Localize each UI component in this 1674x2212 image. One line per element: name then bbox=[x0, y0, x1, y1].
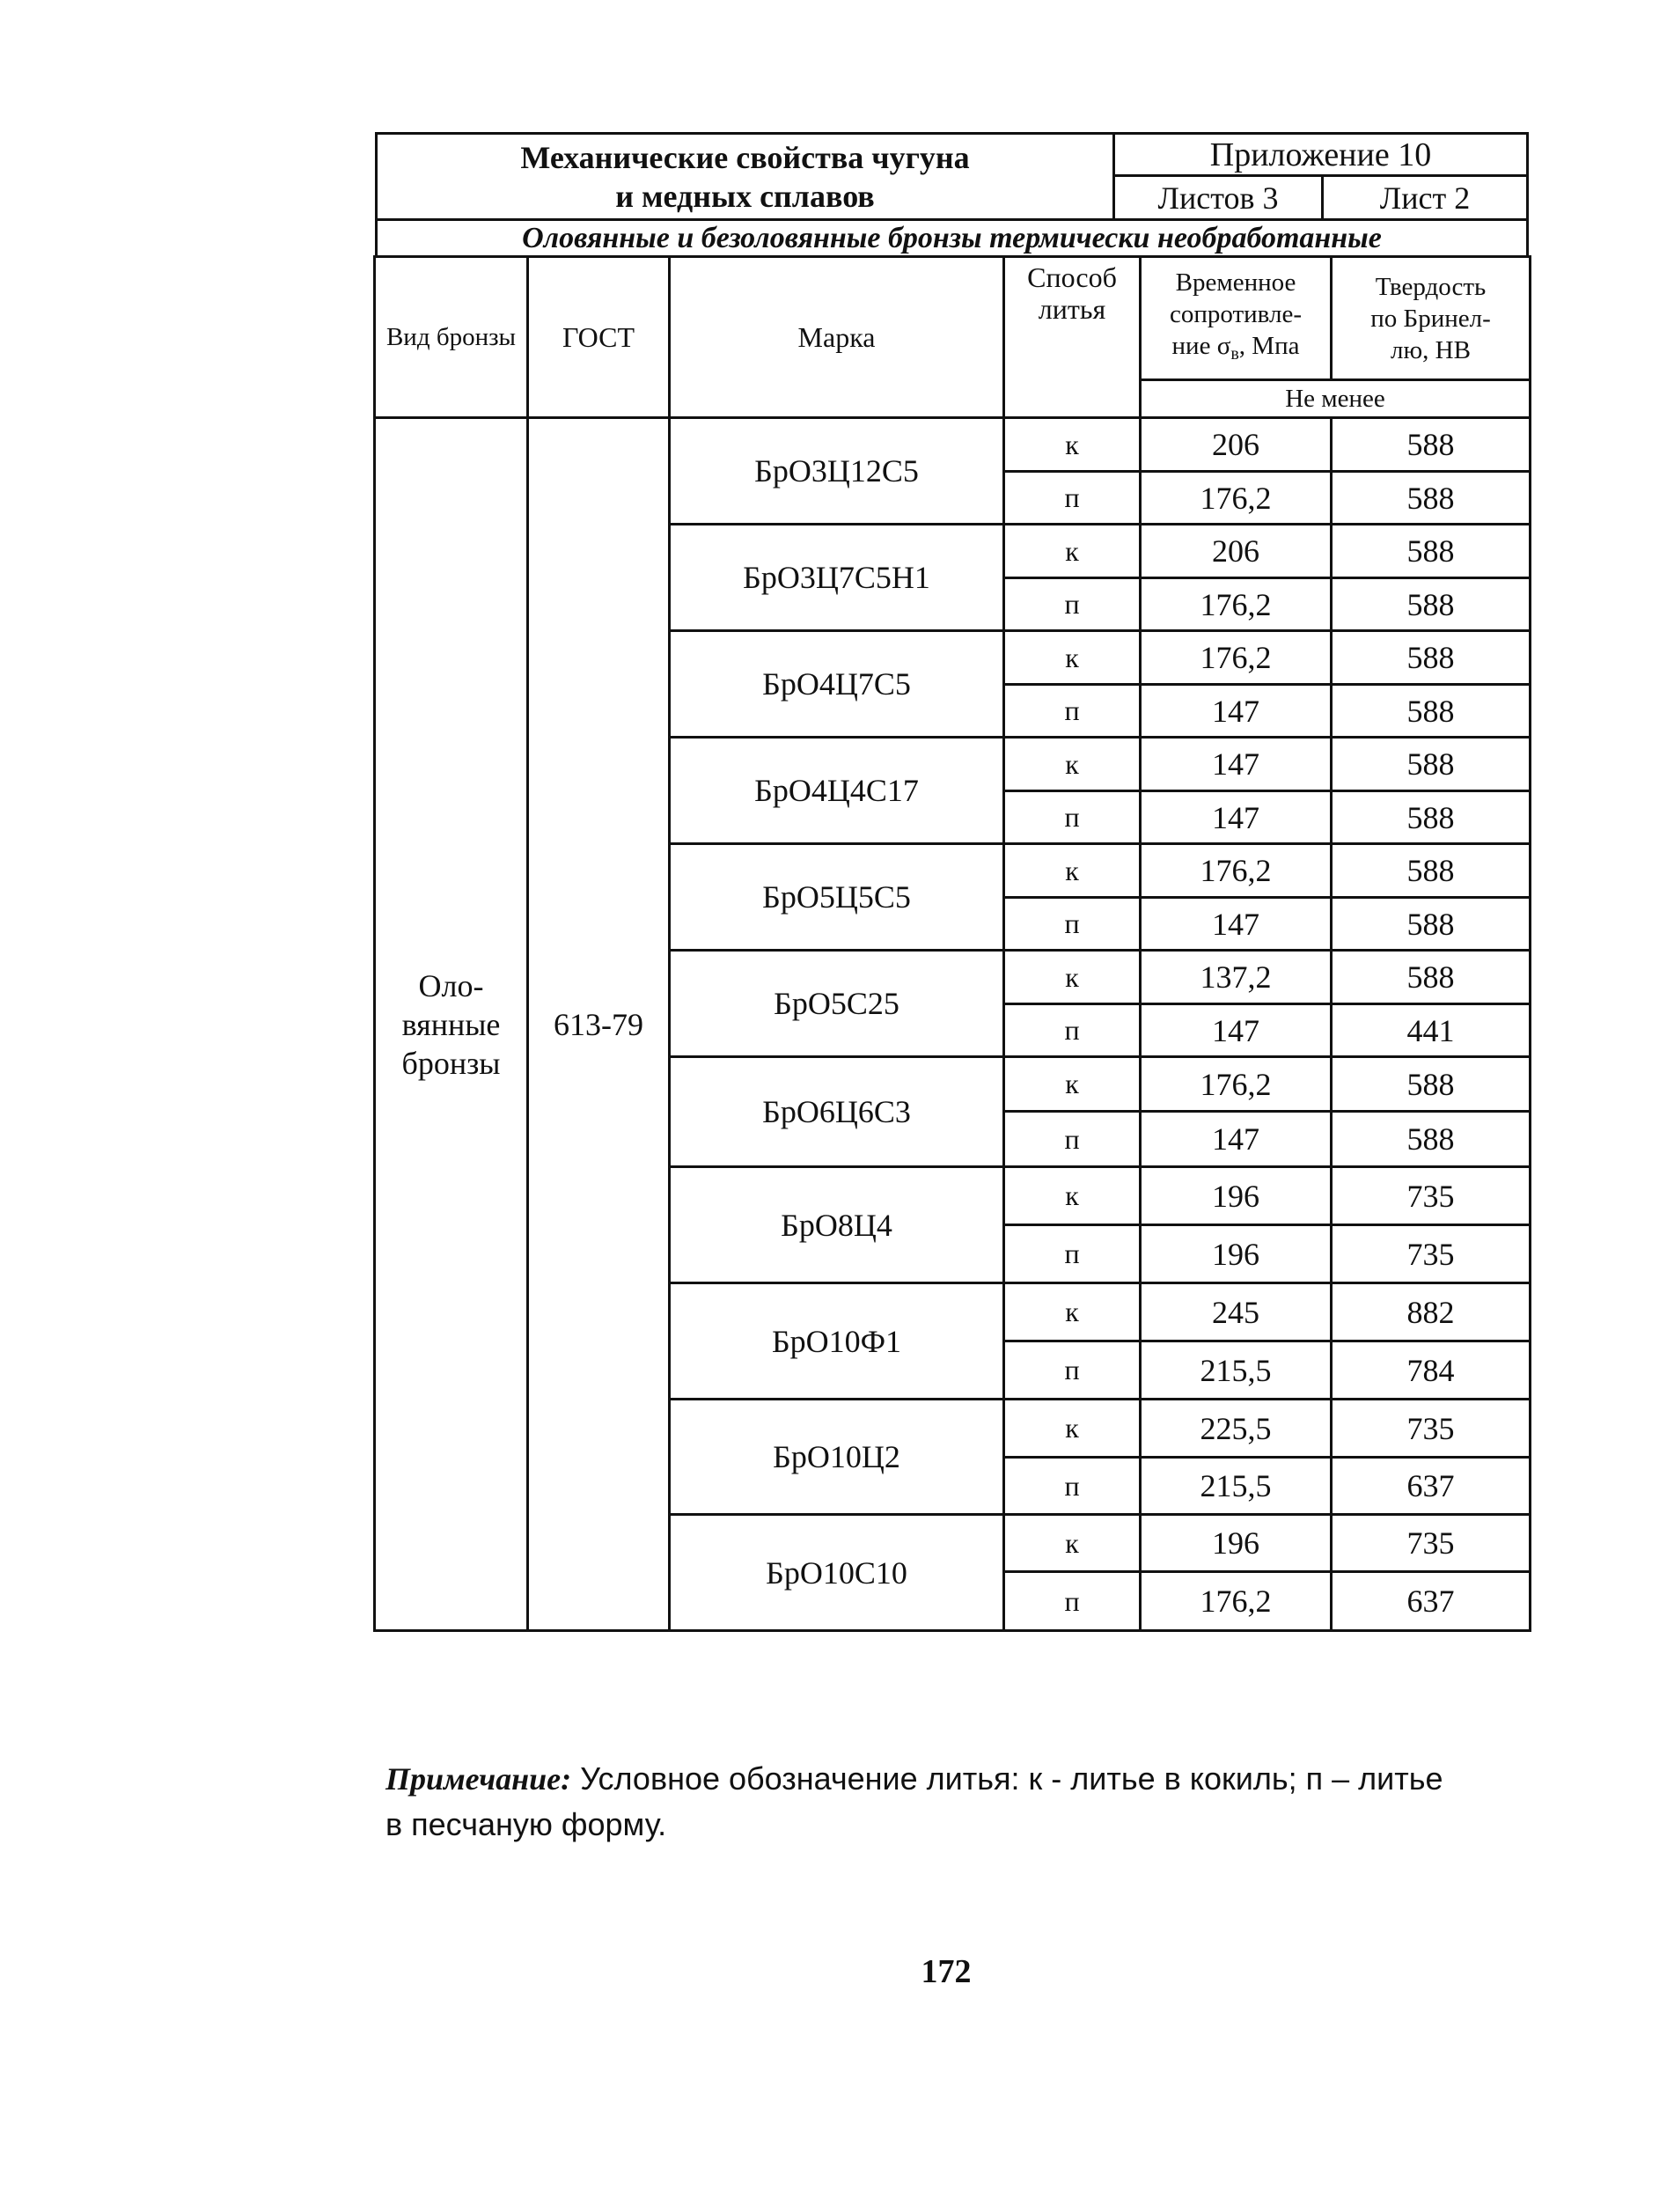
bronze-kind-line: бронзы bbox=[401, 1045, 501, 1081]
casting-method-cell: п bbox=[1004, 1112, 1141, 1167]
brinell-hardness-cell: 735 bbox=[1332, 1400, 1531, 1458]
bronze-kind-cell bbox=[375, 418, 528, 1631]
col-hardness-line1: Твердость bbox=[1375, 272, 1487, 301]
appendix-label: Приложение 10 bbox=[1115, 135, 1526, 177]
brinell-hardness-cell: 784 bbox=[1332, 1341, 1531, 1400]
col-hardness bbox=[1332, 257, 1531, 380]
col-hardness-line3: лю, НВ bbox=[1391, 335, 1471, 364]
casting-method-cell: к bbox=[1004, 951, 1141, 1004]
alloy-mark-cell: БрО6Ц6С3 bbox=[670, 1057, 1004, 1167]
col-strength-line1: Временное bbox=[1175, 268, 1296, 297]
table-body bbox=[375, 418, 1531, 1631]
table-row bbox=[375, 418, 1531, 472]
casting-method-cell: п bbox=[1004, 898, 1141, 951]
tensile-strength-cell: 245 bbox=[1141, 1283, 1332, 1341]
brinell-hardness-cell: 735 bbox=[1332, 1225, 1531, 1283]
tensile-strength-cell: 176,2 bbox=[1141, 1572, 1332, 1631]
brinell-hardness-cell: 588 bbox=[1332, 525, 1531, 578]
tensile-strength-cell: 196 bbox=[1141, 1225, 1332, 1283]
tensile-strength-cell: 147 bbox=[1141, 685, 1332, 738]
casting-method-cell: п bbox=[1004, 578, 1141, 631]
casting-method-cell: к bbox=[1004, 1400, 1141, 1458]
tensile-strength-cell: 137,2 bbox=[1141, 951, 1332, 1004]
casting-method-cell: п bbox=[1004, 685, 1141, 738]
col-hardness-line2: по Бринел- bbox=[1370, 304, 1491, 333]
tensile-strength-cell: 196 bbox=[1141, 1515, 1332, 1572]
casting-method-cell: п bbox=[1004, 1225, 1141, 1283]
brinell-hardness-cell: 588 bbox=[1332, 1112, 1531, 1167]
casting-method-cell: п bbox=[1004, 1004, 1141, 1057]
bronze-kind-line: вянные bbox=[401, 1006, 501, 1042]
brinell-hardness-cell: 588 bbox=[1332, 791, 1531, 844]
alloy-mark-cell: БрО4Ц7С5 bbox=[670, 631, 1004, 738]
col-strength bbox=[1141, 257, 1332, 380]
brinell-hardness-cell: 588 bbox=[1332, 685, 1531, 738]
alloy-mark-cell: БрО10Ц2 bbox=[670, 1400, 1004, 1515]
col-strength-line3: ние $\sigma_в$, Мпа bbox=[1171, 332, 1300, 364]
gost-cell: 613-79 bbox=[528, 418, 670, 1631]
brinell-hardness-cell: 588 bbox=[1332, 844, 1531, 898]
brinell-hardness-cell: 588 bbox=[1332, 898, 1531, 951]
col-kind: Вид бронзы bbox=[375, 257, 528, 418]
casting-method-cell: к bbox=[1004, 525, 1141, 578]
tensile-strength-cell: 147 bbox=[1141, 1112, 1332, 1167]
tensile-strength-cell: 147 bbox=[1141, 1004, 1332, 1057]
casting-method-cell: п bbox=[1004, 472, 1141, 525]
col-method-line1: Способ bbox=[1027, 261, 1117, 293]
brinell-hardness-cell: 588 bbox=[1332, 472, 1531, 525]
footnote-text-line1: Условное обозначение литья: к - литье в кокиль; п – литье bbox=[571, 1760, 1443, 1797]
casting-method-cell: к bbox=[1004, 1515, 1141, 1572]
brinell-hardness-cell: 588 bbox=[1332, 1057, 1531, 1112]
brinell-hardness-cell: 441 bbox=[1332, 1004, 1531, 1057]
sheets-total: Листов 3 bbox=[1115, 177, 1324, 218]
tensile-strength-cell: 147 bbox=[1141, 738, 1332, 791]
tensile-strength-cell: 147 bbox=[1141, 791, 1332, 844]
table-title-line1: Механические свойства чугуна bbox=[520, 139, 970, 175]
alloy-mark-cell: БрО4Ц4С17 bbox=[670, 738, 1004, 844]
casting-method-cell: к bbox=[1004, 1283, 1141, 1341]
brinell-hardness-cell: 588 bbox=[1332, 631, 1531, 685]
casting-method-cell: п bbox=[1004, 791, 1141, 844]
tensile-strength-cell: 176,2 bbox=[1141, 1057, 1332, 1112]
brinell-hardness-cell: 637 bbox=[1332, 1458, 1531, 1515]
col-method-line2: литья bbox=[1038, 293, 1106, 325]
brinell-hardness-cell: 882 bbox=[1332, 1283, 1531, 1341]
table-head bbox=[375, 257, 1531, 418]
sheet-current: Лист 2 bbox=[1379, 180, 1471, 216]
brinell-hardness-cell: 588 bbox=[1332, 738, 1531, 791]
alloy-mark-cell: БрО3Ц12С5 bbox=[670, 418, 1004, 525]
table-title-line2: и медных сплавов bbox=[615, 178, 875, 214]
alloy-mark-cell: БрО8Ц4 bbox=[670, 1167, 1004, 1283]
alloy-mark-cell: БрО5С25 bbox=[670, 951, 1004, 1057]
casting-method-cell: п bbox=[1004, 1572, 1141, 1631]
casting-method-cell: к bbox=[1004, 631, 1141, 685]
tensile-strength-cell: 225,5 bbox=[1141, 1400, 1332, 1458]
table-subtitle: Оловянные и безоловянные бронзы термически необработанные bbox=[378, 218, 1526, 255]
column-header-row bbox=[375, 257, 1531, 380]
casting-method-cell: к bbox=[1004, 1057, 1141, 1112]
tensile-strength-cell: 176,2 bbox=[1141, 844, 1332, 898]
page-number: 172 bbox=[921, 1953, 972, 1990]
table-header-block bbox=[375, 132, 1529, 258]
alloy-mark-cell: БрО10Ф1 bbox=[670, 1283, 1004, 1400]
tensile-strength-cell: 147 bbox=[1141, 898, 1332, 951]
brinell-hardness-cell: 588 bbox=[1332, 951, 1531, 1004]
col-method bbox=[1004, 257, 1141, 418]
footnote-text-line2: в песчаную форму. bbox=[385, 1806, 667, 1842]
tensile-strength-cell: 206 bbox=[1141, 418, 1332, 472]
properties-table bbox=[373, 255, 1531, 1632]
bronze-kind-line: Оло- bbox=[418, 967, 484, 1003]
alloy-mark-cell: БрО5Ц5С5 bbox=[670, 844, 1004, 951]
alloy-mark-cell: БрО3Ц7С5Н1 bbox=[670, 525, 1004, 631]
tensile-strength-cell: 176,2 bbox=[1141, 578, 1332, 631]
col-strength-line2: сопротивле- bbox=[1169, 300, 1302, 328]
casting-method-cell: п bbox=[1004, 1341, 1141, 1400]
tensile-strength-cell: 215,5 bbox=[1141, 1458, 1332, 1515]
casting-method-cell: к bbox=[1004, 844, 1141, 898]
tensile-strength-cell: 206 bbox=[1141, 525, 1332, 578]
brinell-hardness-cell: 637 bbox=[1332, 1572, 1531, 1631]
tensile-strength-cell: 196 bbox=[1141, 1167, 1332, 1225]
casting-method-cell: к bbox=[1004, 1167, 1141, 1225]
casting-method-cell: п bbox=[1004, 1458, 1141, 1515]
brinell-hardness-cell: 735 bbox=[1332, 1515, 1531, 1572]
footnote bbox=[385, 1756, 1530, 1848]
brinell-hardness-cell: 588 bbox=[1332, 578, 1531, 631]
casting-method-cell: к bbox=[1004, 738, 1141, 791]
alloy-mark-cell: БрО10С10 bbox=[670, 1515, 1004, 1631]
tensile-strength-cell: 176,2 bbox=[1141, 631, 1332, 685]
col-mark: Марка bbox=[670, 257, 1004, 418]
not-less-label: Не менее bbox=[1141, 380, 1531, 418]
tensile-strength-cell: 215,5 bbox=[1141, 1341, 1332, 1400]
brinell-hardness-cell: 735 bbox=[1332, 1167, 1531, 1225]
table-title bbox=[378, 135, 1115, 218]
tensile-strength-cell: 176,2 bbox=[1141, 472, 1332, 525]
casting-method-cell: к bbox=[1004, 418, 1141, 472]
col-gost: ГОСТ bbox=[528, 257, 670, 418]
footnote-label: Примечание: bbox=[385, 1761, 572, 1797]
brinell-hardness-cell: 588 bbox=[1332, 418, 1531, 472]
